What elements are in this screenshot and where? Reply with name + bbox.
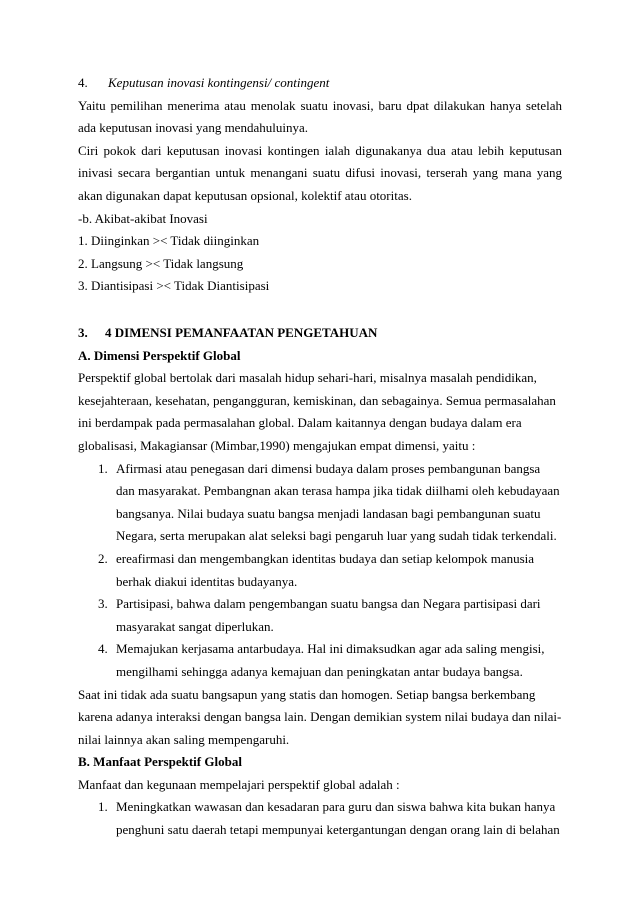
list-item <box>78 458 562 548</box>
section-3-number: 3. <box>78 325 88 340</box>
list-item <box>78 548 562 593</box>
subsection-a-title: A. Dimensi Perspektif Global <box>78 347 241 363</box>
section-3-heading <box>78 322 562 345</box>
list-item-number: 1. <box>98 460 108 476</box>
list-item-number: 4. <box>98 641 108 657</box>
subsection-b-title: B. Manfaat Perspektif Global <box>78 754 242 770</box>
item-4-heading <box>78 72 562 95</box>
list-item <box>78 593 562 638</box>
section-3-title: 4 DIMENSI PEMANFAATAN PENGETAHUAN <box>105 325 378 340</box>
list-item <box>78 638 562 683</box>
list-item <box>78 796 562 841</box>
subsection-a-closing: Saat ini tidak ada suatu bangsapun yang statis dan homogen. Setiap bangsa berkembang karena adanya interaksi dengan bangsa lain. Dengan demikian system nilai budaya dan nilai-nilai lainnya akan saling mempengaruhi. <box>78 686 562 747</box>
subsection-a-intro: Perspektif global bertolak dari masalah hidup sehari-hari, misalnya masalah pendidikan, kesejahteraan, kesehatan, pengangguran, kemiskinan, dan sebagainya. Semua permasalahan ini berdampak pada permasalahan global. Dalam kaitannya dengan budaya dalam era globalisasi, Makagiansar (Mimbar,1990) mengajukan empat dimensi, yaitu : <box>78 370 556 453</box>
list-item-text: Partisipasi, bahwa dalam pengembangan suatu bangsa dan Negara partisipasi dari masyarakat sangat diperlukan. <box>116 596 541 634</box>
list-item-number: 3. <box>98 596 108 612</box>
item-4-number: 4. <box>78 75 88 90</box>
list-item-text: Memajukan kerjasama antarbudaya. Hal ini dimaksudkan agar ada saling mengisi, mengilhami sehingga adanya kemajuan dan peningkatan antar budaya bangsa. <box>116 641 545 679</box>
item-4-title: Keputusan inovasi kontingensi/ contingent <box>108 75 330 90</box>
consequence-item: 3. Diantisipasi >< Tidak Diantisipasi <box>78 278 270 294</box>
section-innovation <box>78 72 562 298</box>
list-item-number: 2. <box>98 550 108 566</box>
dimension-list <box>78 458 562 684</box>
subsection-b-intro: Manfaat dan kegunaan mempelajari perspektif global adalah : <box>78 776 400 792</box>
list-item-number: 1. <box>98 799 108 815</box>
section-dimensions <box>78 322 562 842</box>
definition-paragraph: Yaitu pemilihan menerima atau menolak suatu inovasi, baru dpat dilakukan hanya setelah ada keputusan inovasi yang mendahuluinya. <box>78 97 562 136</box>
list-item-text: Afirmasi atau penegasan dari dimensi budaya dalam proses pembangunan bangsa dan masyarakat. Pembangnan akan terasa hampa jika tidak diilhami oleh kebudayaan bangsanya. Nilai budaya suatu bangsa menjadi landasan bagi pembangunan suatu Negara, serta merupakan alat seleksi bagi pengaruh luar yang sudah tidak terkendali. <box>116 460 560 544</box>
consequence-item: 2. Langsung >< Tidak langsung <box>78 255 244 271</box>
list-item-text: Meningkatkan wawasan dan kesadaran para guru dan siswa bahwa kita bukan hanya penghuni satu daerah tetapi mempunyai ketergantungan dengan orang lain di belahan <box>116 799 560 838</box>
list-item-text: ereafirmasi dan mengembangkan identitas budaya dan setiap kelompok manusia berhak diakui identitas budayanya. <box>116 550 535 589</box>
characteristics-paragraph: Ciri pokok dari keputusan inovasi kontingen ialah digunakanya dua atau lebih keputusan inivasi secara bergantian untuk menangani suatu difusi inovasi, terserah yang mana yang akan digunakan dapat keputusan opsional, kolektif atau otoritas. <box>78 142 562 203</box>
benefit-list <box>78 796 562 841</box>
consequence-item: 1. Diinginkan >< Tidak diinginkan <box>78 233 260 249</box>
consequences-heading: -b. Akibat-akibat Inovasi <box>78 210 208 226</box>
